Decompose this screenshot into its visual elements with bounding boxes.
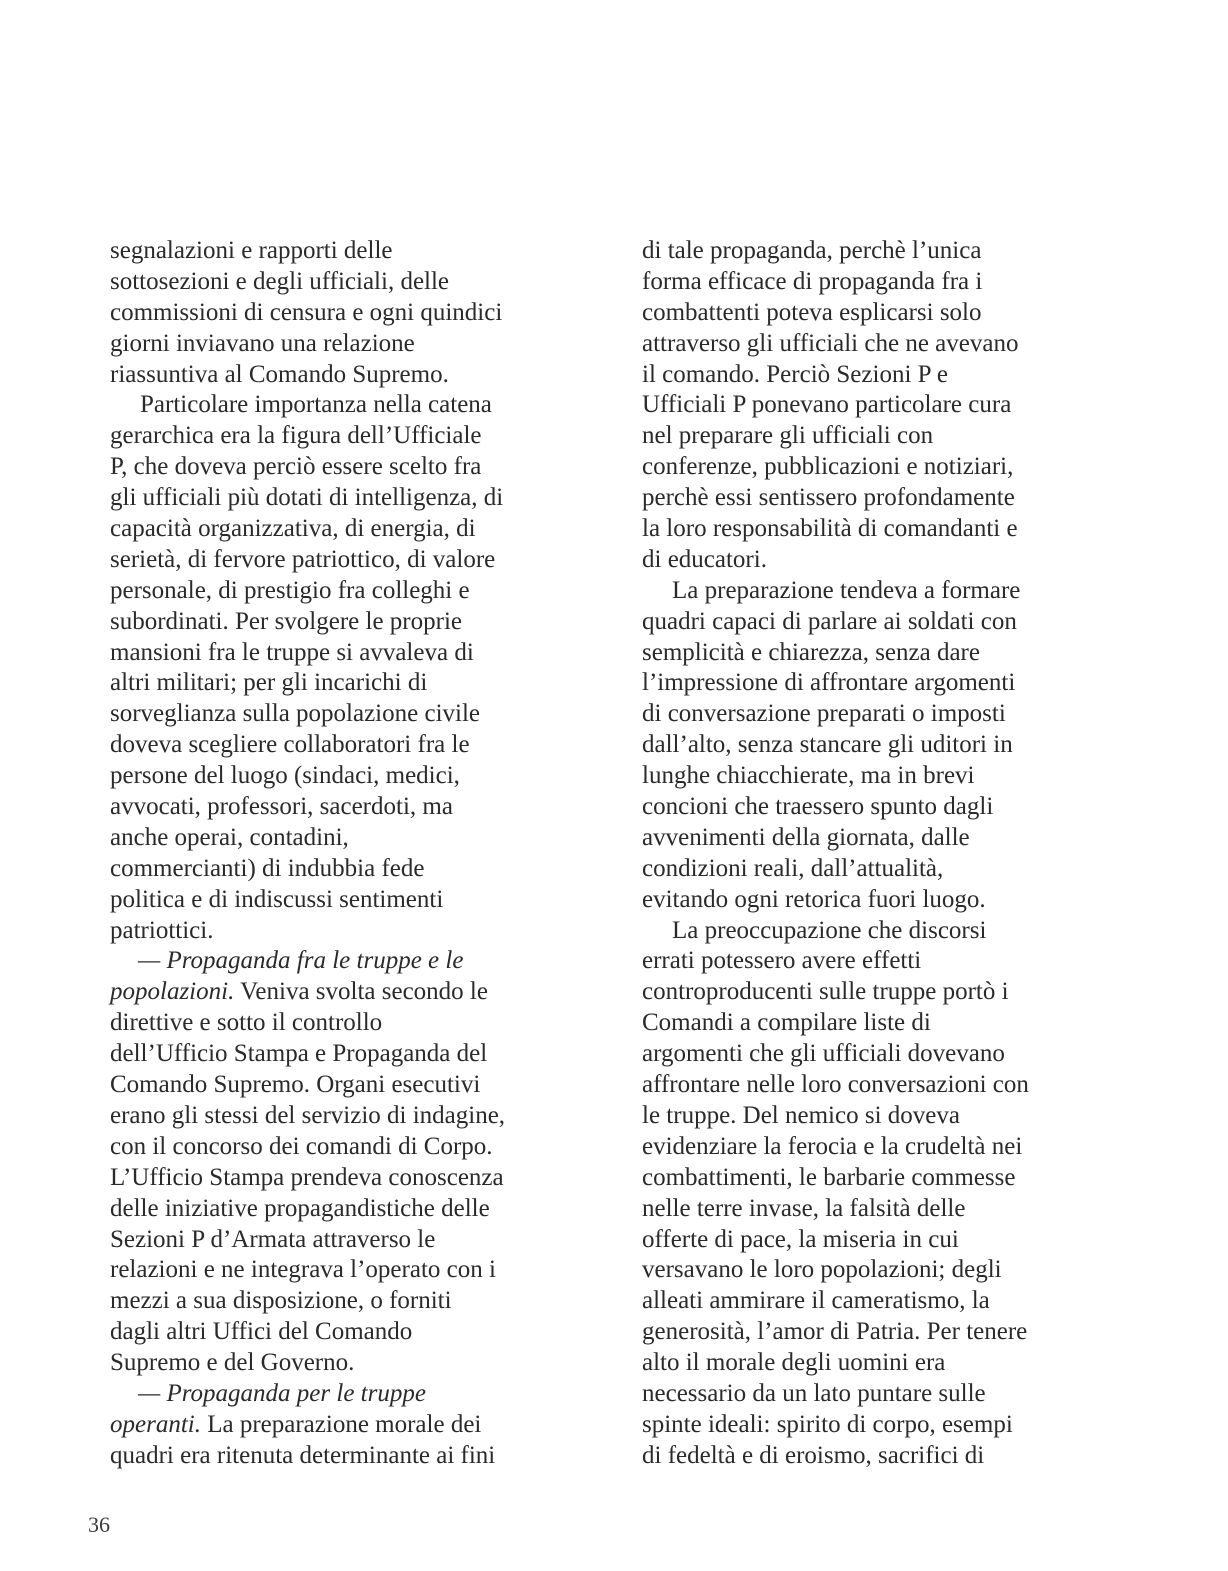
text-line: Ufficiali P ponevano particolare cura — [642, 391, 1012, 419]
text-line: spinte ideali: spirito di corpo, esempi — [642, 1410, 1013, 1438]
text-line: altri militari; per gli incarichi di — [110, 669, 428, 697]
text-line: Supremo e del Governo. — [110, 1349, 355, 1377]
text-line: Sezioni P d’Armata attraverso le — [110, 1225, 436, 1253]
text-line: quadri capaci di parlare ai soldati con — [642, 607, 1017, 635]
section-heading — [110, 1379, 600, 1410]
right-text-column — [642, 236, 1132, 1472]
text-line: lunghe chiacchierate, ma in brevi — [642, 762, 975, 790]
text-line: affrontare nelle loro conversazioni con — [642, 1071, 1029, 1099]
section-heading-text: operanti. — [110, 1410, 201, 1438]
text-line: La preoccupazione che discorsi — [672, 916, 987, 944]
text-line: sottosezioni e degli ufficiali, delle — [110, 267, 450, 295]
text-line: l’impressione di affrontare argomenti — [642, 669, 1016, 697]
text-line: gli ufficiali più dotati di intelligenza, di — [110, 484, 504, 512]
text-line: sorveglianza sulla popolazione civile — [110, 700, 481, 728]
text-line: dall’alto, senza stancare gli uditori in — [642, 731, 1013, 759]
text-line: controproducenti sulle truppe portò i — [642, 978, 1009, 1006]
text-line: erano gli stessi del servizio di indagine, — [110, 1101, 506, 1129]
text-line: nelle terre invase, la falsità delle — [642, 1194, 966, 1222]
text-line: versavano le loro popolazioni; degli — [642, 1256, 1002, 1284]
text-line: dagli altri Uffici del Comando — [110, 1318, 413, 1346]
text-line: avvocati, professori, sacerdoti, ma — [110, 793, 453, 821]
text-line: evitando ogni retorica fuori luogo. — [642, 885, 986, 913]
text-line: La preparazione tendeva a formare — [672, 576, 1021, 604]
text-line: concioni che traessero spunto dagli — [642, 793, 994, 821]
text-segment: La preparazione morale dei — [200, 1410, 482, 1438]
text-line: combattenti poteva esplicarsi solo — [642, 298, 982, 326]
text-line: attraverso gli ufficiali che ne avevano — [642, 329, 1019, 357]
text-line: il comando. Perciò Sezioni P e — [642, 360, 948, 388]
text-line: la loro responsabilità di comandanti e — [642, 515, 1018, 543]
text-line: anche operai, contadini, — [110, 823, 349, 851]
text-line: capacità organizzativa, di energia, di — [110, 515, 476, 543]
text-line: segnalazioni e rapporti delle — [110, 237, 393, 264]
text-line: persone del luogo (sindaci, medici, — [110, 762, 460, 790]
text-line: offerte di pace, la miseria in cui — [642, 1225, 959, 1253]
section-heading — [110, 946, 600, 977]
text-line: di tale propaganda, perchè l’unica — [642, 237, 982, 264]
text-line: politica e di indiscussi sentimenti — [110, 885, 444, 913]
text-line — [110, 1410, 600, 1441]
text-line: mansioni fra le truppe si avvaleva di — [110, 638, 474, 666]
text-line: alto il morale degli uomini era — [642, 1349, 946, 1377]
text-line: doveva scegliere collaboratori fra le — [110, 731, 470, 759]
text-line: giorni inviavano una relazione — [110, 329, 415, 357]
text-line: di educatori. — [642, 545, 767, 573]
text-line: subordinati. Per svolgere le proprie — [110, 607, 462, 635]
text-segment: Veniva svolta secondo le — [234, 978, 488, 1006]
section-heading-text: — Propaganda per le truppe — [138, 1379, 426, 1407]
text-line: dell’Ufficio Stampa e Propaganda del — [110, 1040, 488, 1068]
text-line: mezzi a sua disposizione, o forniti — [110, 1287, 452, 1315]
page-number: 36 — [88, 1512, 110, 1537]
text-line: semplicità e chiarezza, senza dare — [642, 638, 980, 666]
text-line: conferenze, pubblicazioni e notiziari, — [642, 453, 1014, 481]
text-line: generosità, l’amor di Patria. Per tenere — [642, 1318, 1028, 1346]
text-line — [110, 977, 600, 1008]
text-line: direttive e sotto il controllo — [110, 1009, 383, 1037]
text-line: perchè essi sentissero profondamente — [642, 484, 1015, 512]
text-line: riassuntiva al Comando Supremo. — [110, 360, 449, 388]
text-line: combattimenti, le barbarie commesse — [642, 1163, 1016, 1191]
text-line: Comandi a compilare liste di — [642, 1009, 931, 1037]
text-line: nel preparare gli ufficiali con — [642, 422, 934, 450]
text-line: condizioni reali, dall’attualità, — [642, 854, 944, 882]
text-line: evidenziare la ferocia e la crudeltà nei — [642, 1132, 1023, 1160]
text-line: gerarchica era la figura dell’Ufficiale — [110, 422, 482, 450]
text-line: Comando Supremo. Organi esecutivi — [110, 1071, 481, 1099]
text-line: Particolare importanza nella catena — [140, 391, 492, 419]
text-line: personale, di prestigio fra colleghi e — [110, 576, 470, 604]
text-line: commissioni di censura e ogni quindici — [110, 298, 503, 326]
text-line: commercianti) di indubbia fede — [110, 854, 425, 882]
text-line: alleati ammirare il cameratismo, la — [642, 1287, 990, 1315]
text-line: argomenti che gli ufficiali dovevano — [642, 1040, 1005, 1068]
text-line: delle iniziative propagandistiche delle — [110, 1194, 490, 1222]
text-line: necessario da un lato puntare sulle — [642, 1379, 986, 1407]
text-line: errati potessero avere effetti — [642, 947, 922, 975]
text-line: avvenimenti della giornata, dalle — [642, 823, 970, 851]
text-line: serietà, di fervore patriottico, di valore — [110, 545, 496, 573]
text-line: di conversazione preparati o imposti — [642, 700, 1006, 728]
section-heading-text: — Propaganda fra le truppe e le — [138, 947, 464, 975]
text-line: di fedeltà e di eroismo, sacrifici di — [642, 1441, 985, 1469]
text-line: le truppe. Del nemico si doveva — [642, 1101, 960, 1129]
text-line: forma efficace di propaganda fra i — [642, 267, 983, 295]
text-line: P, che doveva perciò essere scelto fra — [110, 453, 482, 481]
text-line: quadri era ritenuta determinante ai fini — [110, 1441, 496, 1469]
text-line: con il concorso dei comandi di Corpo. — [110, 1132, 493, 1160]
text-line: patriottici. — [110, 916, 214, 944]
left-text-column — [110, 236, 600, 1472]
text-line: L’Ufficio Stampa prendeva conoscenza — [110, 1163, 504, 1191]
text-line: relazioni e ne integrava l’operato con i — [110, 1256, 496, 1284]
section-heading-text: popolazioni. — [110, 978, 235, 1006]
